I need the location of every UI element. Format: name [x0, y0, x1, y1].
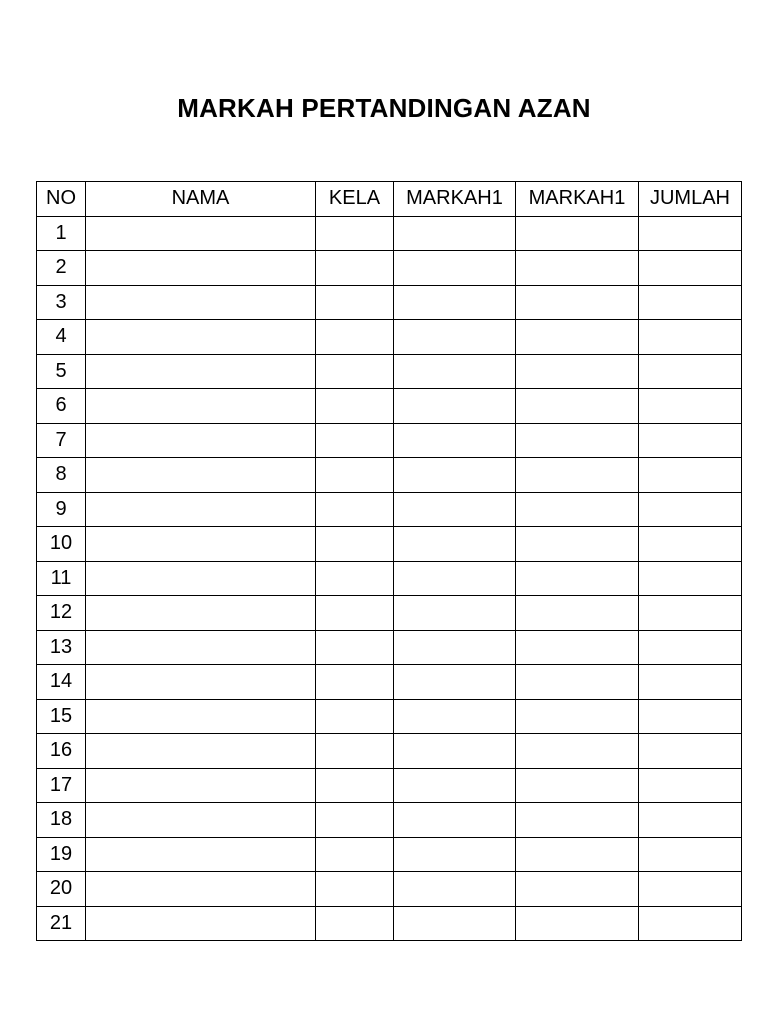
table-row	[37, 320, 742, 355]
cell-kela[interactable]	[316, 699, 394, 734]
cell-jumlah[interactable]	[639, 527, 742, 562]
cell-jumlah[interactable]	[639, 320, 742, 355]
cell-markah1-a[interactable]	[394, 803, 516, 838]
cell-markah1-a[interactable]	[394, 389, 516, 424]
cell-kela[interactable]	[316, 630, 394, 665]
table-row	[37, 285, 742, 320]
cell-nama[interactable]	[86, 906, 316, 941]
cell-jumlah[interactable]	[639, 665, 742, 700]
cell-markah1-a[interactable]	[394, 492, 516, 527]
cell-markah1-b[interactable]	[516, 389, 639, 424]
cell-no: 4	[37, 320, 86, 355]
table-body	[37, 216, 742, 941]
header-markah1-b: MARKAH1	[516, 182, 639, 217]
cell-nama[interactable]	[86, 285, 316, 320]
cell-jumlah[interactable]	[639, 251, 742, 286]
cell-nama[interactable]	[86, 872, 316, 907]
table-row	[37, 768, 742, 803]
cell-markah1-b[interactable]	[516, 527, 639, 562]
cell-markah1-b[interactable]	[516, 630, 639, 665]
table-row	[37, 906, 742, 941]
cell-markah1-a[interactable]	[394, 216, 516, 251]
cell-nama[interactable]	[86, 458, 316, 493]
cell-nama[interactable]	[86, 216, 316, 251]
cell-markah1-b[interactable]	[516, 837, 639, 872]
cell-kela[interactable]	[316, 492, 394, 527]
cell-jumlah[interactable]	[639, 458, 742, 493]
table-row	[37, 492, 742, 527]
cell-jumlah[interactable]	[639, 872, 742, 907]
cell-no: 5	[37, 354, 86, 389]
cell-markah1-b[interactable]	[516, 699, 639, 734]
cell-no: 13	[37, 630, 86, 665]
cell-jumlah[interactable]	[639, 837, 742, 872]
cell-nama[interactable]	[86, 837, 316, 872]
table-row	[37, 665, 742, 700]
cell-markah1-a[interactable]	[394, 354, 516, 389]
cell-no: 1	[37, 216, 86, 251]
table-row	[37, 389, 742, 424]
table-row	[37, 354, 742, 389]
cell-kela[interactable]	[316, 837, 394, 872]
cell-no: 11	[37, 561, 86, 596]
cell-jumlah[interactable]	[639, 423, 742, 458]
cell-kela[interactable]	[316, 527, 394, 562]
cell-nama[interactable]	[86, 665, 316, 700]
cell-markah1-a[interactable]	[394, 458, 516, 493]
cell-nama[interactable]	[86, 699, 316, 734]
cell-no: 17	[37, 768, 86, 803]
cell-no: 12	[37, 596, 86, 631]
cell-markah1-b[interactable]	[516, 872, 639, 907]
cell-jumlah[interactable]	[639, 389, 742, 424]
cell-kela[interactable]	[316, 803, 394, 838]
cell-markah1-b[interactable]	[516, 492, 639, 527]
cell-kela[interactable]	[316, 734, 394, 769]
table-row	[37, 699, 742, 734]
cell-markah1-b[interactable]	[516, 768, 639, 803]
header-kela: KELA	[316, 182, 394, 217]
header-markah1-a: MARKAH1	[394, 182, 516, 217]
cell-no: 19	[37, 837, 86, 872]
table-row	[37, 596, 742, 631]
cell-markah1-b[interactable]	[516, 596, 639, 631]
cell-markah1-b[interactable]	[516, 734, 639, 769]
cell-no: 21	[37, 906, 86, 941]
cell-no: 2	[37, 251, 86, 286]
cell-markah1-a[interactable]	[394, 285, 516, 320]
table-row	[37, 872, 742, 907]
cell-markah1-b[interactable]	[516, 251, 639, 286]
page-title: MARKAH PERTANDINGAN AZAN	[177, 93, 591, 123]
cell-nama[interactable]	[86, 630, 316, 665]
table-row	[37, 803, 742, 838]
cell-nama[interactable]	[86, 803, 316, 838]
cell-jumlah[interactable]	[639, 561, 742, 596]
cell-kela[interactable]	[316, 561, 394, 596]
cell-no: 16	[37, 734, 86, 769]
cell-markah1-b[interactable]	[516, 803, 639, 838]
cell-no: 6	[37, 389, 86, 424]
cell-kela[interactable]	[316, 768, 394, 803]
cell-markah1-b[interactable]	[516, 665, 639, 700]
cell-markah1-a[interactable]	[394, 699, 516, 734]
cell-markah1-b[interactable]	[516, 458, 639, 493]
cell-no: 20	[37, 872, 86, 907]
cell-jumlah[interactable]	[639, 354, 742, 389]
cell-nama[interactable]	[86, 251, 316, 286]
table-row	[37, 458, 742, 493]
header-nama: NAMA	[86, 182, 316, 217]
cell-markah1-a[interactable]	[394, 320, 516, 355]
cell-markah1-a[interactable]	[394, 734, 516, 769]
cell-nama[interactable]	[86, 768, 316, 803]
cell-jumlah[interactable]	[639, 630, 742, 665]
cell-kela[interactable]	[316, 872, 394, 907]
cell-jumlah[interactable]	[639, 216, 742, 251]
header-jumlah: JUMLAH	[639, 182, 742, 217]
cell-markah1-b[interactable]	[516, 906, 639, 941]
table-row	[37, 423, 742, 458]
cell-kela[interactable]	[316, 354, 394, 389]
cell-kela[interactable]	[316, 251, 394, 286]
cell-markah1-b[interactable]	[516, 423, 639, 458]
cell-jumlah[interactable]	[639, 768, 742, 803]
table-row	[37, 251, 742, 286]
cell-nama[interactable]	[86, 734, 316, 769]
cell-nama[interactable]	[86, 320, 316, 355]
cell-no: 8	[37, 458, 86, 493]
cell-markah1-b[interactable]	[516, 320, 639, 355]
cell-no: 14	[37, 665, 86, 700]
cell-nama[interactable]	[86, 423, 316, 458]
cell-kela[interactable]	[316, 665, 394, 700]
cell-jumlah[interactable]	[639, 492, 742, 527]
cell-no: 7	[37, 423, 86, 458]
cell-no: 9	[37, 492, 86, 527]
cell-nama[interactable]	[86, 389, 316, 424]
header-no: NO	[37, 182, 86, 217]
table-row	[37, 630, 742, 665]
cell-markah1-a[interactable]	[394, 872, 516, 907]
cell-markah1-a[interactable]	[394, 527, 516, 562]
cell-kela[interactable]	[316, 906, 394, 941]
cell-markah1-a[interactable]	[394, 251, 516, 286]
cell-kela[interactable]	[316, 596, 394, 631]
cell-markah1-a[interactable]	[394, 561, 516, 596]
cell-markah1-b[interactable]	[516, 354, 639, 389]
cell-jumlah[interactable]	[639, 285, 742, 320]
table-row	[37, 734, 742, 769]
cell-markah1-b[interactable]	[516, 216, 639, 251]
cell-nama[interactable]	[86, 596, 316, 631]
cell-no: 18	[37, 803, 86, 838]
cell-kela[interactable]	[316, 389, 394, 424]
cell-nama[interactable]	[86, 354, 316, 389]
cell-jumlah[interactable]	[639, 906, 742, 941]
cell-markah1-b[interactable]	[516, 561, 639, 596]
table-row	[37, 561, 742, 596]
score-table	[36, 181, 742, 941]
cell-jumlah[interactable]	[639, 803, 742, 838]
cell-nama[interactable]	[86, 527, 316, 562]
cell-nama[interactable]	[86, 492, 316, 527]
cell-kela[interactable]	[316, 458, 394, 493]
cell-markah1-a[interactable]	[394, 906, 516, 941]
table-row	[37, 837, 742, 872]
cell-markah1-a[interactable]	[394, 630, 516, 665]
cell-markah1-b[interactable]	[516, 285, 639, 320]
table-row	[37, 216, 742, 251]
cell-kela[interactable]	[316, 320, 394, 355]
table-row	[37, 527, 742, 562]
cell-no: 10	[37, 527, 86, 562]
cell-jumlah[interactable]	[639, 699, 742, 734]
cell-jumlah[interactable]	[639, 596, 742, 631]
cell-markah1-a[interactable]	[394, 596, 516, 631]
cell-markah1-a[interactable]	[394, 768, 516, 803]
cell-markah1-a[interactable]	[394, 837, 516, 872]
cell-markah1-a[interactable]	[394, 665, 516, 700]
cell-nama[interactable]	[86, 561, 316, 596]
cell-kela[interactable]	[316, 285, 394, 320]
header-row	[37, 182, 742, 217]
cell-kela[interactable]	[316, 216, 394, 251]
cell-markah1-a[interactable]	[394, 423, 516, 458]
cell-no: 3	[37, 285, 86, 320]
cell-no: 15	[37, 699, 86, 734]
cell-kela[interactable]	[316, 423, 394, 458]
cell-jumlah[interactable]	[639, 734, 742, 769]
